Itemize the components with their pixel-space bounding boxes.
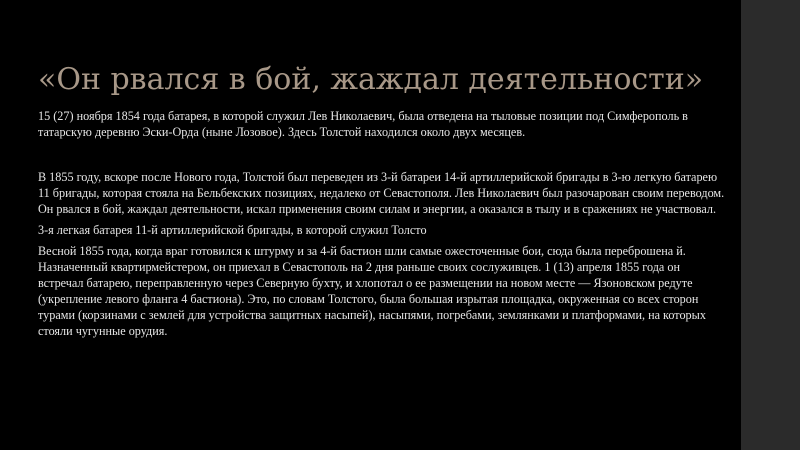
- paragraph-gap: [38, 145, 728, 169]
- paragraph-3: 3-я легкая батарея 11-й артиллерийской бригады, в которой служил Толсто: [38, 223, 427, 237]
- slide-body: [38, 108, 728, 344]
- paragraph-2: В 1855 году, вскоре после Нового года, Толстой был переведен из 3-й батареи 14-й артиллерийской бригады в 3-ю легкую батарею 11 бригады, которая стояла на Бельбекских позициях, недалеко от Севастополя. Лев Николаевич был разочарован своим переводом. Он рвался в бой, жаждал деятельности, искал применения своим силам и энергии, а оказался в тылу и в сражениях не участвовал.: [38, 170, 725, 216]
- paragraph-1: 15 (27) ноября 1854 года батарея, в которой служил Лев Николаевич, была отведена на тыловые позиции под Симферополь в татарскую деревню Эски-Орда (ныне Лозовое). Здесь Толстой находился около двух месяцев.: [38, 109, 688, 139]
- paragraph-4: Весной 1855 года, когда враг готовился к штурму и за 4-й бастион шли самые ожесточенные бои, сюда была переброшена й. Назначенный квартирмейстером, он приехал в Севастополь на 2 дня раньше своих сослуживцев. 1 (13) апреля 1855 года он встречал батарею, переправленную через Северную бухту, и хлопотал о ее размещении на новом месте — Язоновском редуте (укрепление левого фланга 4 бастиона). Это, по словам Толстого, была большая изрытая площадка, окруженная со всех сторон турами (корзинами с землей для устройства защитных насыпей), насыпями, погребами, землянками и платформами, на которых стояли чугунные орудия.: [38, 244, 706, 338]
- slide-title: «Он рвался в бой, жаждал деятельности»: [38, 62, 704, 97]
- side-panel: [741, 0, 800, 450]
